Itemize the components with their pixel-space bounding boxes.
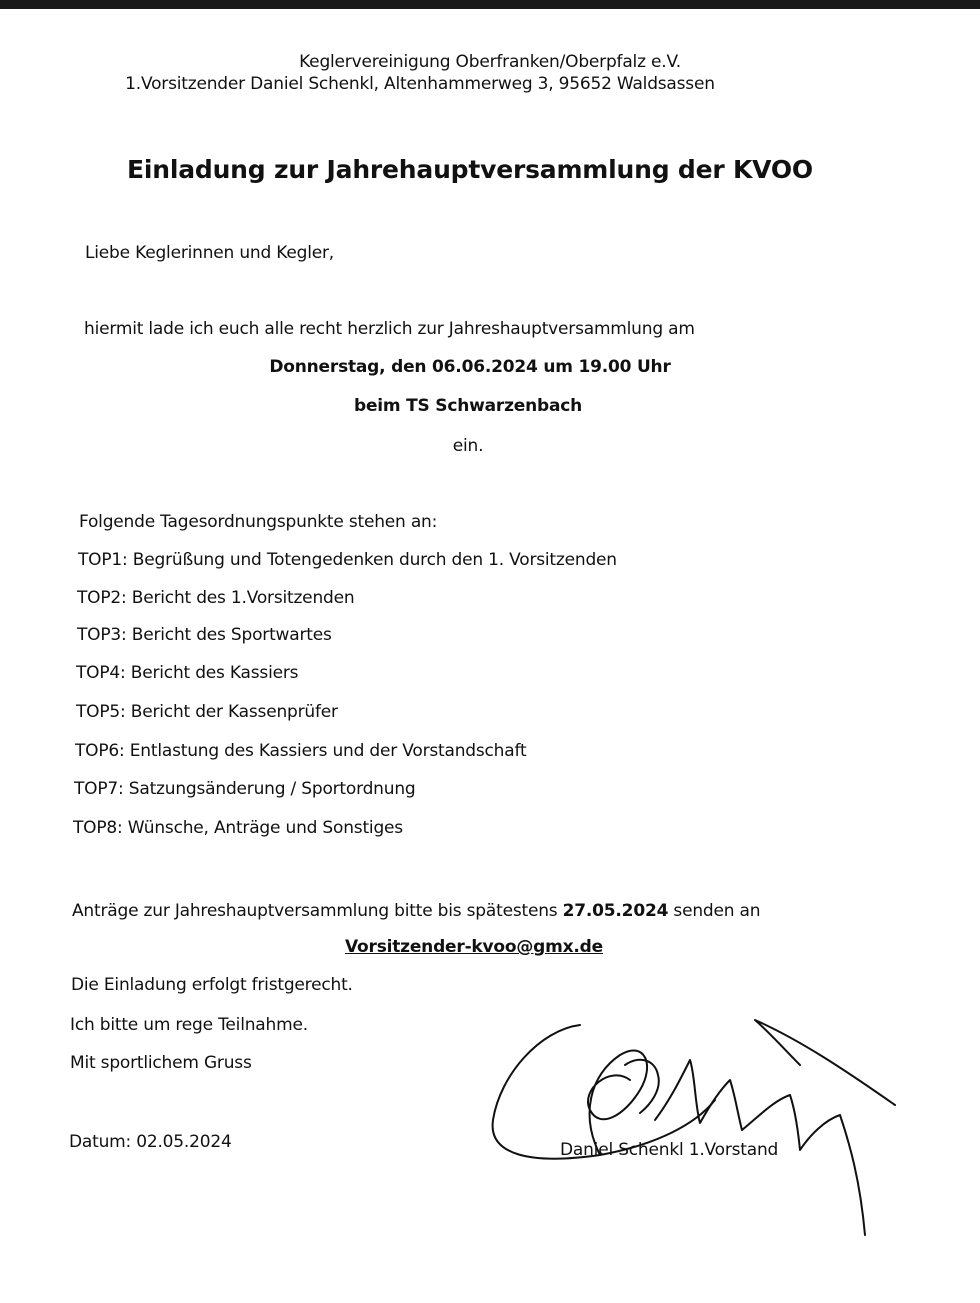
requests-prefix: Anträge zur Jahreshauptversammlung bitte bis spätestens	[72, 901, 558, 921]
intro-text: hiermit lade ich euch alle recht herzlich zur Jahreshauptversammlung am	[84, 319, 695, 339]
contact-email-link[interactable]: Vorsitzender-kvoo@gmx.de	[345, 937, 603, 957]
page-title: Einladung zur Jahrehauptversammlung der KVOO	[127, 155, 813, 184]
agenda-item: TOP7: Satzungsänderung / Sportordnung	[74, 779, 416, 799]
agenda-heading: Folgende Tagesordnungspunkte stehen an:	[79, 512, 438, 532]
org-name: Keglervereinigung Oberfranken/Oberpfalz e.V.	[299, 52, 681, 72]
greeting: Liebe Keglerinnen und Kegler,	[85, 243, 335, 263]
closing-line: Die Einladung erfolgt fristgerecht.	[71, 975, 353, 995]
event-closing-word: ein.	[452, 436, 484, 456]
signer-name: Daniel Schenkl 1.Vorstand	[560, 1140, 779, 1160]
closing-line: Mit sportlichem Gruss	[70, 1053, 252, 1073]
agenda-item: TOP6: Entlastung des Kassiers und der Vorstandschaft	[75, 741, 527, 761]
agenda-item: TOP1: Begrüßung und Totengedenken durch den 1. Vorsitzenden	[78, 550, 617, 570]
handwritten-signature	[480, 1005, 910, 1245]
requests-deadline: 27.05.2024	[562, 901, 669, 921]
agenda-item: TOP2: Bericht des 1.Vorsitzenden	[77, 588, 355, 608]
org-address: 1.Vorsitzender Daniel Schenkl, Altenhammerweg 3, 95652 Waldsassen	[125, 74, 715, 94]
requests-suffix: senden an	[673, 901, 761, 921]
event-location: beim TS Schwarzenbach	[353, 396, 583, 416]
signature-peak-stroke	[655, 1060, 742, 1130]
signature-tail-stroke	[742, 1095, 865, 1235]
agenda-item: TOP8: Wünsche, Anträge und Sonstiges	[73, 818, 403, 838]
closing-line: Ich bitte um rege Teilnahme.	[70, 1015, 308, 1035]
signature-loop-stroke	[493, 1025, 715, 1159]
document-date: Datum: 02.05.2024	[69, 1132, 232, 1152]
agenda-item: TOP4: Bericht des Kassiers	[76, 663, 299, 683]
agenda-item: TOP3: Bericht des Sportwartes	[77, 625, 332, 645]
agenda-item: TOP5: Bericht der Kassenprüfer	[76, 702, 338, 722]
event-date: Donnerstag, den 06.06.2024 um 19.00 Uhr	[269, 357, 671, 377]
scan-top-border	[0, 0, 980, 9]
requests-line	[72, 901, 760, 921]
signature-flourish-stroke	[755, 1020, 895, 1105]
